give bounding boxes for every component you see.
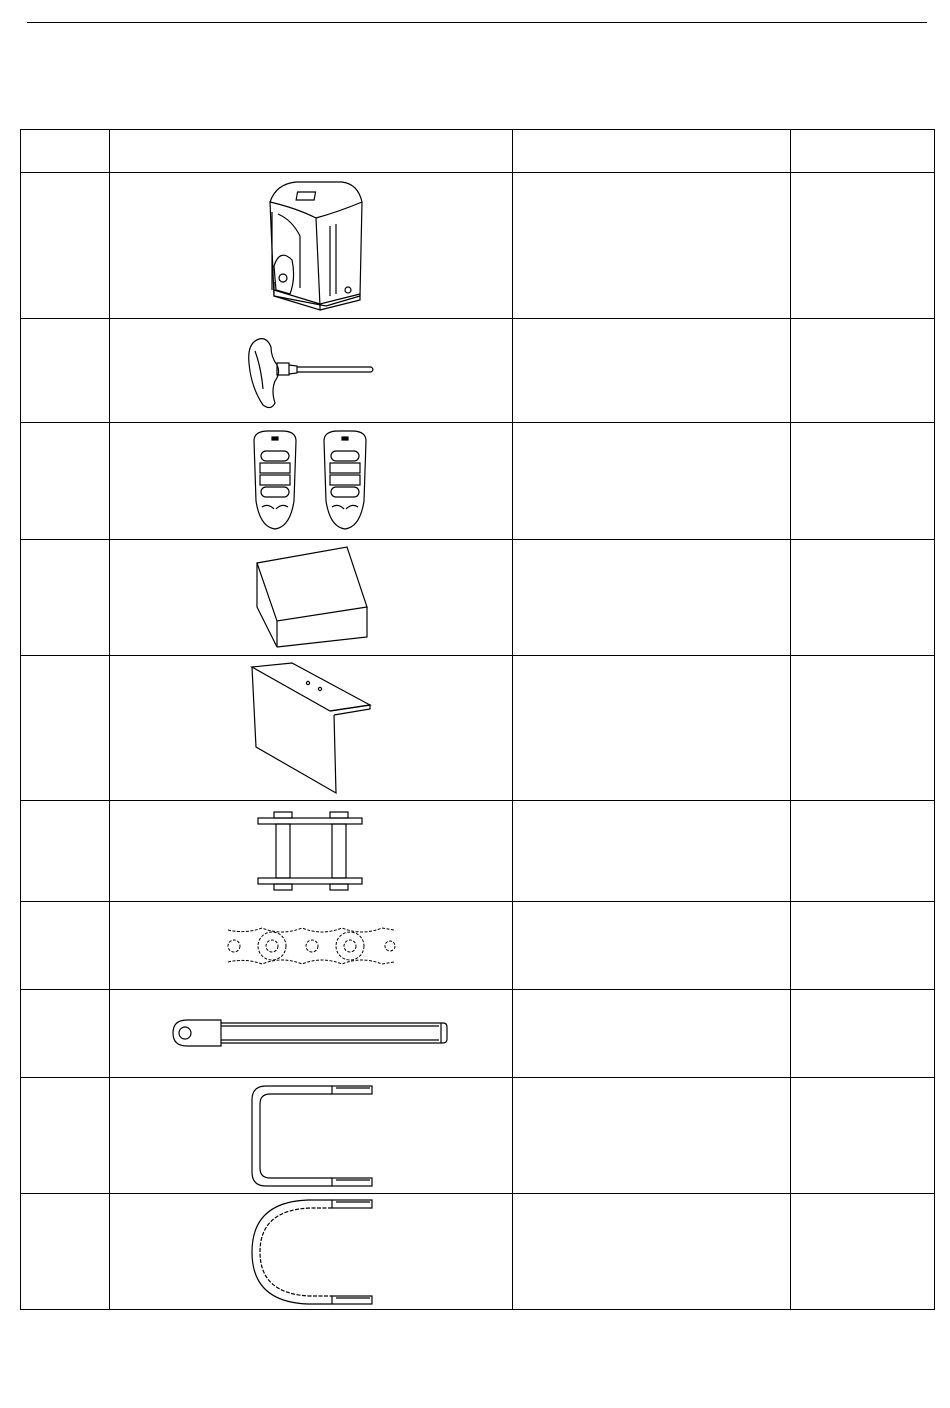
cell-no [21, 423, 110, 540]
round-u-bolt-icon [246, 1196, 376, 1308]
cell-picture [110, 540, 513, 656]
angle-bracket-icon [246, 661, 376, 795]
table-row [21, 902, 935, 990]
table-row [21, 801, 935, 902]
cell-name [513, 990, 791, 1078]
cell-no [21, 656, 110, 801]
cell-no [21, 902, 110, 990]
base-block-icon [251, 545, 371, 651]
header-picture [110, 130, 513, 173]
cell-name [513, 902, 791, 990]
cell-picture [110, 1078, 513, 1194]
cell-no [21, 319, 110, 423]
roller-chain-icon [226, 924, 396, 968]
cell-no [21, 1194, 110, 1310]
cell-quantity [791, 801, 935, 902]
gate-motor-unit-icon [256, 178, 366, 314]
header-rule [27, 22, 927, 23]
header-name [513, 130, 791, 173]
cell-name [513, 656, 791, 801]
cell-picture [110, 319, 513, 423]
cell-name [513, 1194, 791, 1310]
table-header-row [21, 130, 935, 173]
cell-name [513, 1078, 791, 1194]
remote-control-pair-icon [246, 429, 376, 533]
cell-picture [110, 423, 513, 540]
cell-quantity [791, 902, 935, 990]
cell-name [513, 423, 791, 540]
table-row [21, 540, 935, 656]
table-row [21, 173, 935, 319]
chain-link-connector-icon [256, 810, 366, 892]
cell-no [21, 540, 110, 656]
cell-picture [110, 173, 513, 319]
table-row [21, 423, 935, 540]
parts-list-table [20, 129, 935, 1310]
chain-tensioner-bolt-icon [171, 1017, 451, 1051]
cell-name [513, 801, 791, 902]
table-row [21, 990, 935, 1078]
cell-picture [110, 656, 513, 801]
cell-no [21, 990, 110, 1078]
cell-no [21, 1078, 110, 1194]
table-row [21, 1078, 935, 1194]
cell-quantity [791, 1194, 935, 1310]
cell-no [21, 801, 110, 902]
cell-quantity [791, 656, 935, 801]
header-quantity [791, 130, 935, 173]
cell-name [513, 173, 791, 319]
square-u-bolt-icon [246, 1082, 376, 1190]
table-row [21, 1194, 935, 1310]
cell-picture [110, 990, 513, 1078]
cell-quantity [791, 540, 935, 656]
cell-picture [110, 1194, 513, 1310]
header-no [21, 130, 110, 173]
cell-picture [110, 801, 513, 902]
release-key-handle-icon [241, 329, 381, 413]
table-row [21, 656, 935, 801]
cell-name [513, 319, 791, 423]
cell-picture [110, 902, 513, 990]
cell-quantity [791, 1078, 935, 1194]
cell-quantity [791, 319, 935, 423]
cell-quantity [791, 423, 935, 540]
cell-name [513, 540, 791, 656]
cell-no [21, 173, 110, 319]
cell-quantity [791, 990, 935, 1078]
cell-quantity [791, 173, 935, 319]
table-row [21, 319, 935, 423]
